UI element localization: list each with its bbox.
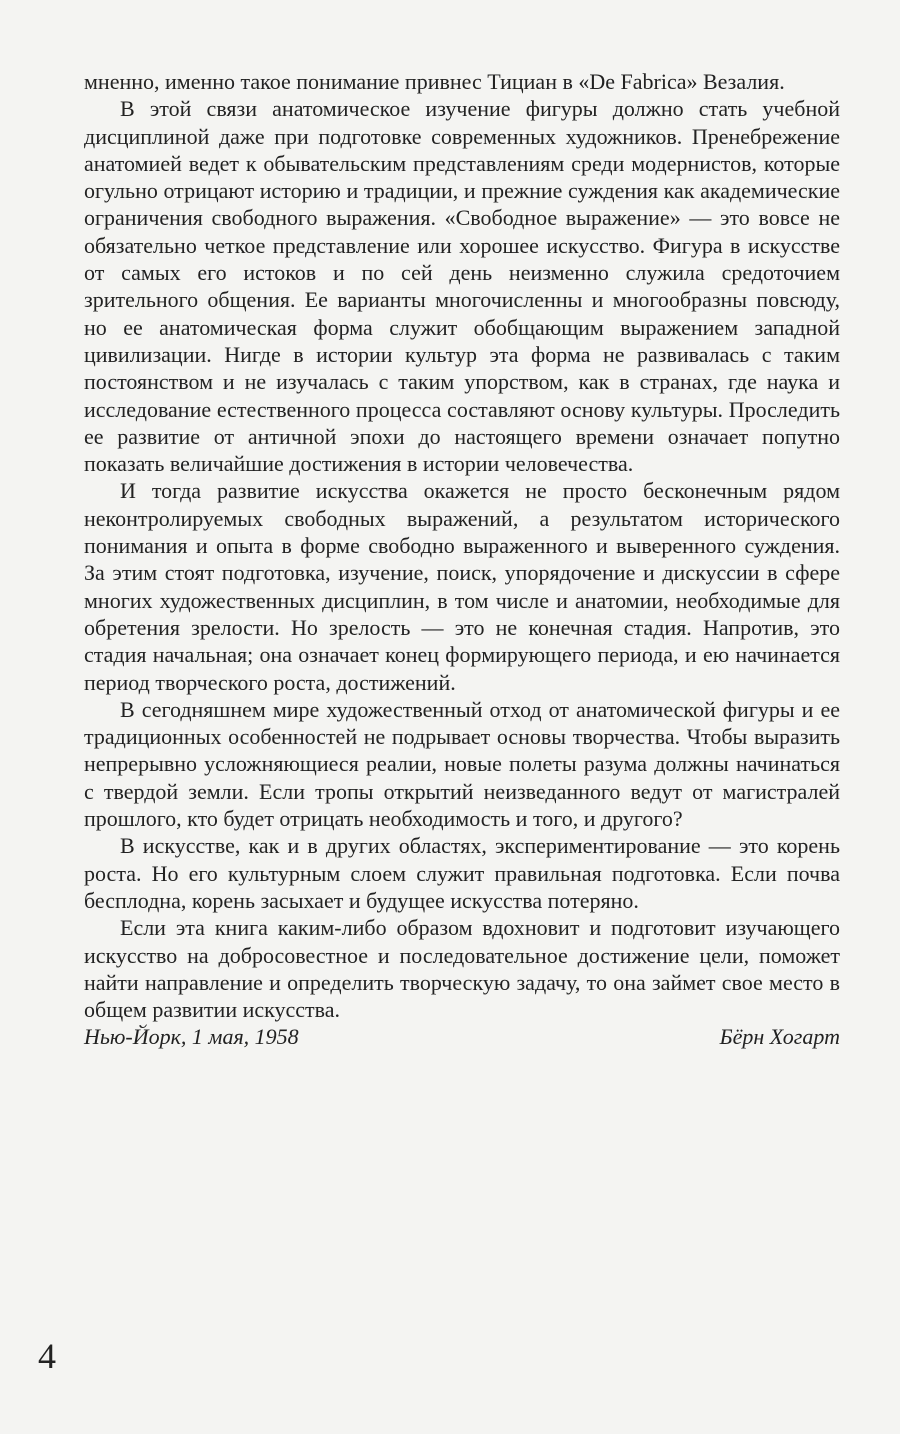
page-number: 4 xyxy=(38,1336,56,1376)
paragraph-modern-world: В сегодняшнем мире художественный отход от анатомической фигуры и ее традиционных особенностей не подрывает основы творчества. Чтобы выразить непрерывно усложняющиеся реалии, новые полеты разума должны начинаться с твердой земли. Если тропы открытий неизведанного ведут от магистралей прошлого, кто будет отрицать необходимость и того, и другого? xyxy=(84,696,840,832)
page-body xyxy=(84,68,840,1051)
signature-row xyxy=(84,1023,840,1050)
paragraph-book-purpose: Если эта книга каким-либо образом вдохновит и подготовит изучающего искусство на добросовестное и последовательное достижение цели, поможет найти направление и определить творческую задачу, то она займет свое место в общем развитии искусства. xyxy=(84,915,840,1023)
paragraph-art-development: И тогда развитие искусства окажется не просто бесконечным рядом неконтролируемых свободных выражений, а результатом исторического понимания и опыта в форме свободно выраженного и выверенного суждения. За этим стоят подготовка, изучение, поиск, упорядочение и дискуссии в сфере многих художественных дисциплин, в том числе и анатомии, необходимые для обретения зрелости. Но зрелость — это не конечная стадия. Напротив, это стадия начальная; она означает конец формирующего периода, и ею начинается период творческого роста, достижений. xyxy=(84,478,840,695)
place-date: Нью-Йорк, 1 мая, 1958 xyxy=(84,1024,299,1050)
paragraph-experimentation: В искусстве, как и в других областях, экспериментирование — это корень роста. Но его культурным слоем служит правильная подготовка. Если почва бесплодна, корень засыхает и будущее искусства потеряно. xyxy=(84,833,840,913)
paragraph-anatomy-discipline: В этой связи анатомическое изучение фигуры должно стать учебной дисциплиной даже при подготовке современных художников. Пренебрежение анатомией ведет к обывательским представлениям среди модернистов, которые огульно отрицают историю и традиции, и прежние суждения как академические ограничения свободного выражения. «Свободное выражение» — это вовсе не обязательно четкое представление или хорошее искусство. Фигура в искусстве от самых его истоков и по сей день неизменно служила средоточием зрительного общения. Ее варианты многочисленны и многообразны повсюду, но ее анатомическая форма служит обобщающим выражением западной цивилизации. Нигде в истории культур эта форма не развивалась с таким постоянством и не изучалась с таким упорством, как в странах, где наука и исследование естественного процесса составляют основу культуры. Проследить ее развитие от античной эпохи до настоящего времени означает попутно показать величайшие достижения в истории человечества. xyxy=(84,96,840,477)
author-name: Бёрн Хогарт xyxy=(719,1024,840,1050)
paragraph-continuation: мненно, именно такое понимание привнес Тициан в «De Fabrica» Везалия. xyxy=(84,69,785,94)
